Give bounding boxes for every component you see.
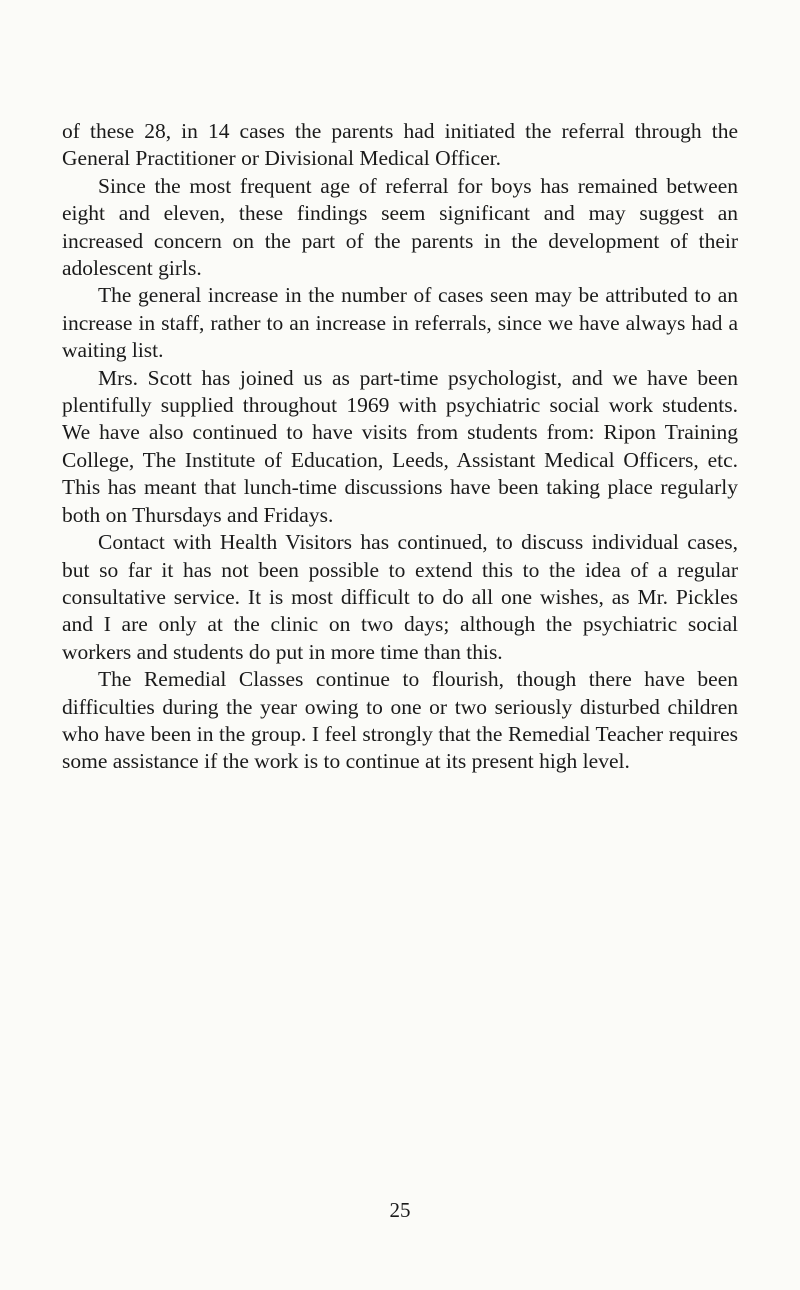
paragraph-staff-students: Mrs. Scott has joined us as part-time psychologist, and we have been plentifully supplied throughout 1969 with psychiatric social work students. We have also continued to have visits from students from: Ripon Training College, The Institute of Education, Leeds, Assistant Medical Officers, etc. This has meant that lunch-time discussions have been taking place regularly both on Thursdays and Fridays. [62, 365, 738, 527]
page-number: 25 [389, 1198, 411, 1222]
paragraph-health-visitors: Contact with Health Visitors has continued, to discuss individual cases, but so far it has not been possible to extend this to the idea of a regular consultative service. It is most difficult to do all one wishes, as Mr. Pickles and I are only at the clinic on two days; although the psychiatric social workers and students do put in more time than this. [62, 530, 738, 664]
body-text [62, 118, 738, 776]
paragraph-continuation: of these 28, in 14 cases the parents had initiated the referral through the General Practitioner or Divisional Medical Officer. [62, 119, 738, 171]
paragraph-remedial-classes: The Remedial Classes continue to flourish, though there have been difficulties during the year owing to one or two seriously disturbed children who have been in the group. I feel strongly that the Remedial Teacher requires some assistance if the work is to continue at its present high level. [62, 667, 738, 774]
paragraph-referral-age: Since the most frequent age of referral for boys has remained between eight and eleven, these findings seem significant and may suggest an increased concern on the part of the parents in the development of their adolescent girls. [62, 173, 738, 281]
paragraph-general-increase: The general increase in the number of cases seen may be attributed to an increase in staff, rather to an increase in referrals, since we have always had a waiting list. [62, 283, 738, 363]
